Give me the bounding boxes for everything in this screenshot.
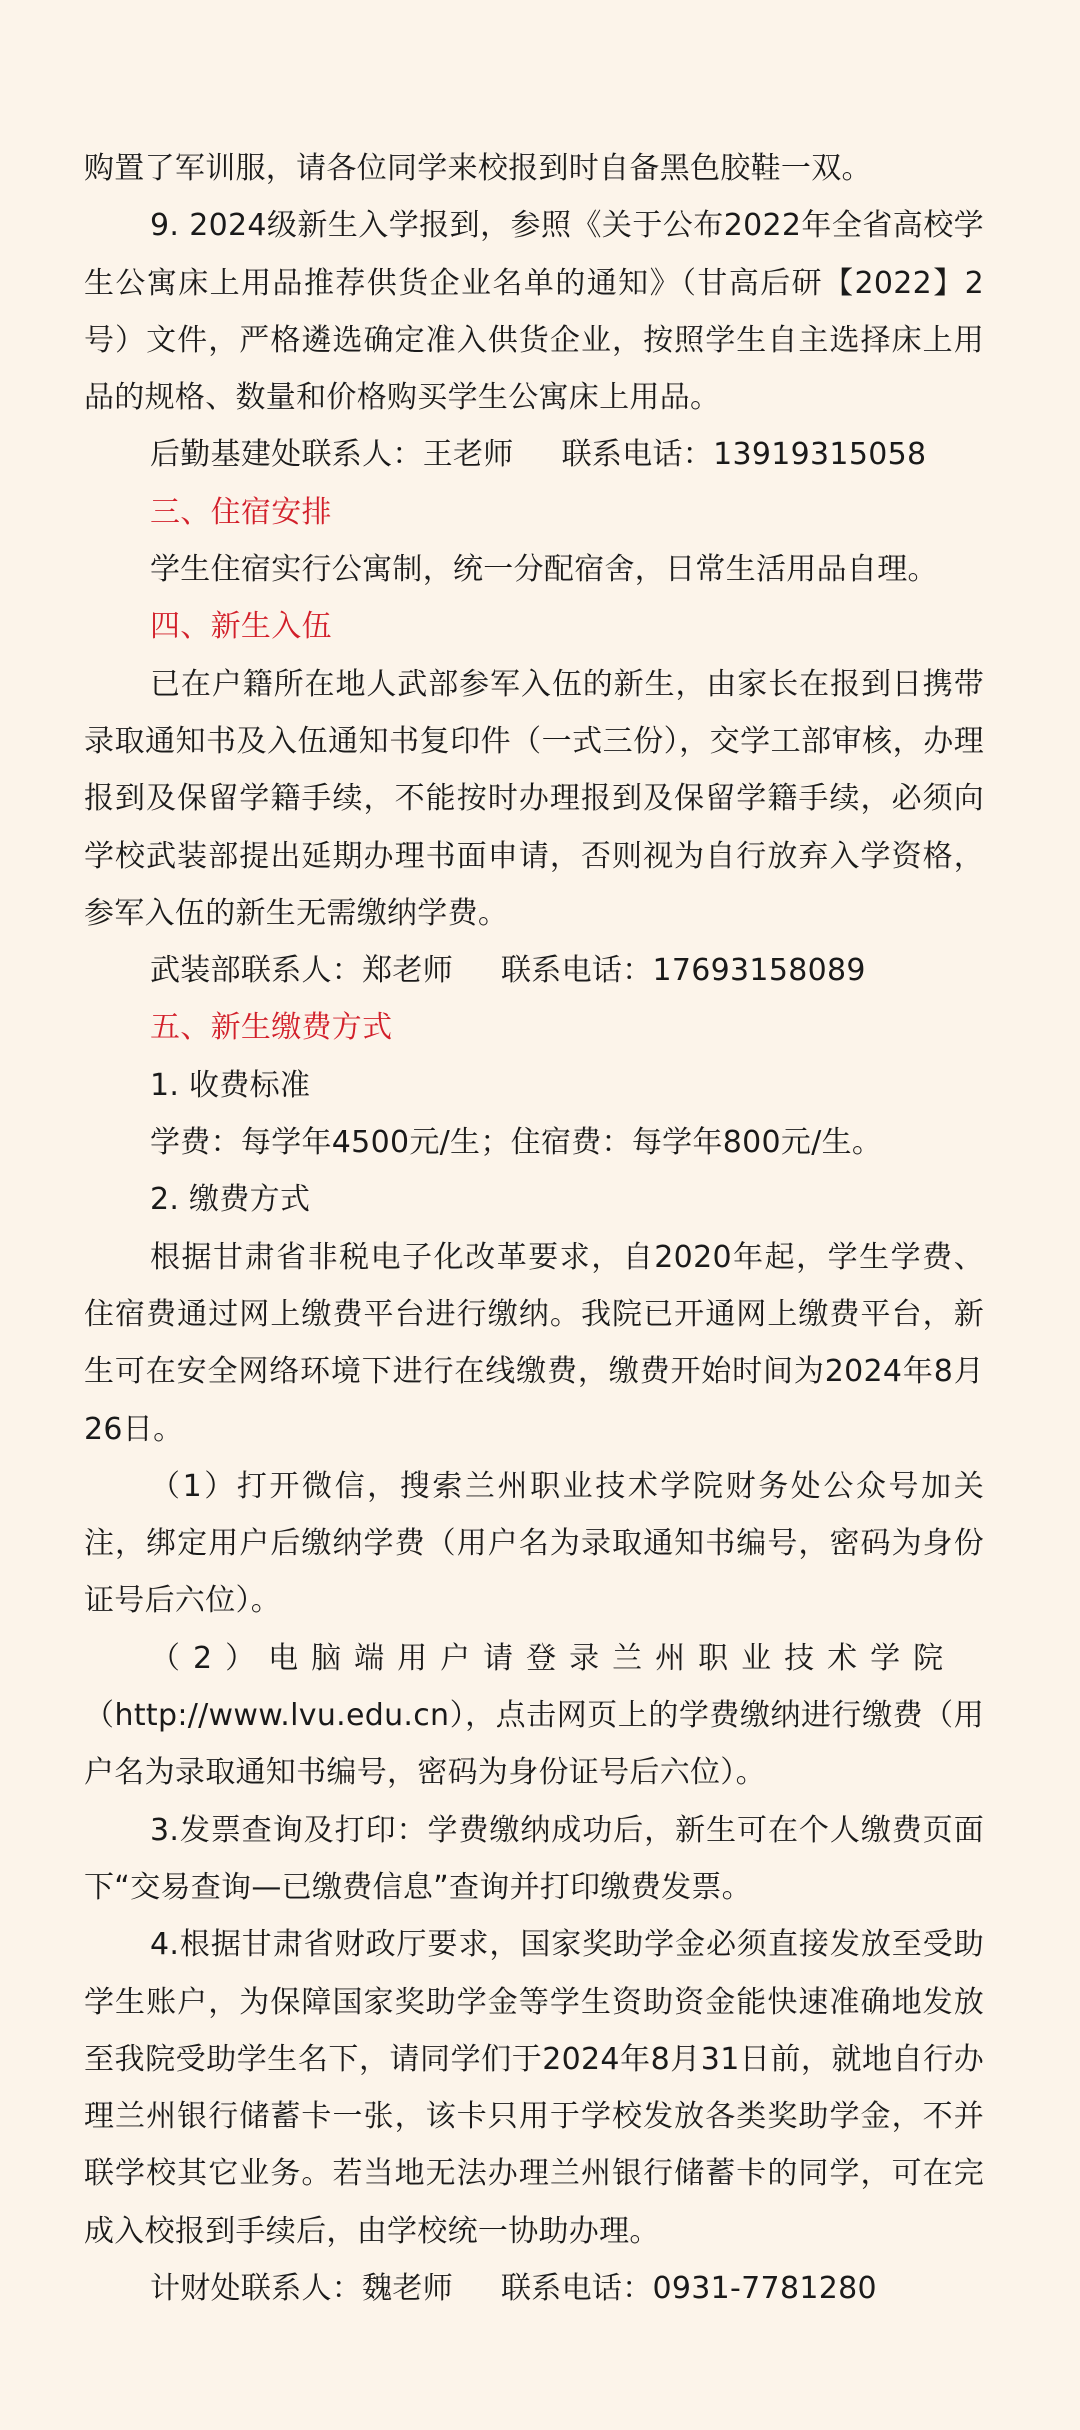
contact-armed-forces — [84, 942, 984, 999]
paragraph-invoice: 3.发票查询及打印：学费缴纳成功后，新生可在个人缴费页面下“交易查询—已缴费信息”查询并打印缴费发票。 — [84, 1812, 984, 1905]
paragraph-dorm: 学生住宿实行公寓制，统一分配宿舍，日常生活用品自理。 — [150, 552, 938, 588]
paragraph-item-9: 9. 2024级新生入学报到，参照《关于公布2022年全省高校学生公寓床上用品推荐供货企业名单的通知》（甘高后研【2022】2号）文件，严格遴选确定准入供货企业，按照学生自主选择床上用品的规格、数量和价格购买学生公寓床上用品。 — [84, 208, 984, 416]
contact-person: 后勤基建处联系人：王老师 — [150, 437, 514, 473]
paragraph-bank-card: 4.根据甘肃省财政厅要求，国家奖助学金必须直接发放至受助学生账户，为保障国家奖助学金等学生资助资金能快速准确地发放至我院受助学生名下，请同学们于2024年8月31日前，就地自行办理兰州银行储蓄卡一张，该卡只用于学校发放各类奖助学金，不并联学校其它业务。若当地无法办理兰州银行储蓄卡的同学，可在完成入校报到手续后，由学校统一协助办理。 — [84, 1927, 984, 2249]
contact-person: 武装部联系人：郑老师 — [150, 953, 453, 989]
contact-phone: 联系电话：13919315058 — [561, 437, 927, 473]
paragraph-pc-payment-tail: （http://www.lvu.edu.cn），点击网页上的学费缴纳进行缴费（用户名为录取通知书编号，密码为身份证号后六位）。 — [84, 1698, 984, 1791]
contact-phone: 联系电话：17693158089 — [501, 953, 866, 989]
subheading-fee-standard: 1. 收费标准 — [150, 1067, 311, 1103]
paragraph-pc-payment-head: （2）电脑端用户请登录兰州职业技术学院 — [150, 1640, 957, 1676]
paragraph-enlistment: 已在户籍所在地人武部参军入伍的新生，由家长在报到日携带录取通知书及入伍通知书复印件（一式三份），交学工部审核，办理报到及保留学籍手续，不能按时办理报到及保留学籍手续，必须向学校武装部提出延期办理书面申请，否则视为自行放弃入学资格，参军入伍的新生无需缴纳学费。 — [84, 666, 984, 931]
section-heading-payment: 五、新生缴费方式 — [150, 1010, 393, 1046]
paragraph-wechat-payment: （1）打开微信，搜索兰州职业技术学院财务处公众号加关注，绑定用户后缴纳学费（用户名为录取通知书编号，密码为身份证号后六位）。 — [84, 1468, 984, 1619]
contact-logistics — [84, 426, 984, 483]
section-heading-accommodation: 三、住宿安排 — [150, 494, 332, 530]
paragraph-online-payment: 根据甘肃省非税电子化改革要求，自2020年起，学生学费、住宿费通过网上缴费平台进行缴纳。我院已开通网上缴费平台，新生可在安全网络环境下进行在线缴费，缴费开始时间为2024年8月26日。 — [84, 1239, 984, 1447]
subheading-payment-method: 2. 缴费方式 — [150, 1182, 311, 1218]
contact-finance — [84, 2260, 984, 2317]
paragraph-uniform: 购置了军训服，请各位同学来校报到时自备黑色胶鞋一双。 — [84, 151, 872, 186]
contact-person: 计财处联系人：魏老师 — [150, 2270, 453, 2306]
contact-phone: 联系电话：0931-7781280 — [501, 2270, 877, 2306]
section-heading-enlistment: 四、新生入伍 — [150, 609, 332, 645]
paragraph-fees: 学费：每学年4500元/生；住宿费：每学年800元/生。 — [150, 1125, 883, 1161]
